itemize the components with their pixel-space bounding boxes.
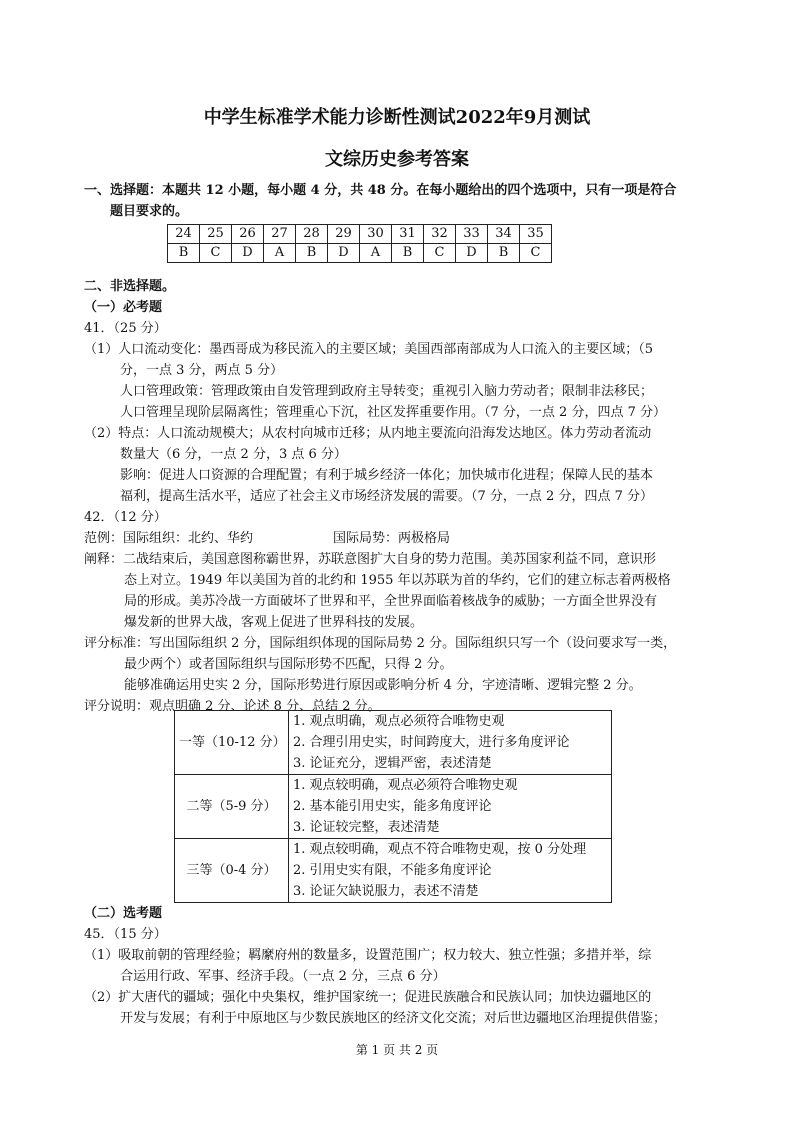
answer-letter: B	[488, 244, 520, 263]
answer-letter: C	[424, 244, 456, 263]
question-number: 32	[424, 225, 456, 244]
rubric-level: 三等（0-4 分）	[175, 839, 289, 903]
question-number: 28	[296, 225, 328, 244]
answer-letter: D	[232, 244, 264, 263]
rubric-row	[175, 775, 612, 839]
section1-heading: 一、选择题：本题共 12 小题，每小题 4 分，共 48 分。在每小题给出的四个选项中，只有一项是符合 题目要求的。	[84, 183, 677, 219]
elective-section: （二）选考题 45．（15 分） （1）吸取前朝的管理经验；羁縻府州的数量多，设置范围广；权力较大、独立性强；多措并举，综 合运用行政、军事、经济手段。（一点 2 分，三点 6 分） （2）扩大唐代的疆域；强化中央集权，维护国家统一；促进民族融合和民族认同；加快边疆地区的 开发与发展；有利于中原地区与少数民族地区的经济文化交流；对后世边疆地区治理提供借鉴；	[84, 903, 724, 1029]
section2-heading: 二、非选择题。	[84, 279, 176, 294]
answer-letter: A	[264, 244, 296, 263]
answer-key-table	[167, 224, 552, 263]
question-number: 30	[360, 225, 392, 244]
rubric-criteria: 1. 观点较明确，观点不符合唯物史观，按 0 分处理 2. 引用史实有限，不能多角度评论 3. 论证欠缺说服力，表述不清楚	[289, 839, 612, 903]
answer-letter: D	[456, 244, 488, 263]
page-title: 中学生标准学术能力诊断性测试2022年9月测试	[203, 107, 591, 128]
rubric-row	[175, 839, 612, 903]
page-number: 第 1 页 共 2 页	[355, 1043, 439, 1057]
q45-heading: 45．（15 分）	[84, 927, 167, 942]
required-questions-heading: （一）必考题	[84, 300, 163, 315]
rubric-row	[175, 711, 612, 775]
section2: 二、非选择题。 （一）必考题 41．（25 分） （1）人口流动变化：墨西哥成为移民流入的主要区域；美国西部南部成为人口流入的主要区域；（5 分，一点 3 分，两点 5 分） 人口管理政策：管理政策由自发管理到政府主导转变；重视引入脑力劳动者；限制非法移民； 人口管理呈现阶层隔离性；管理重心下沉，社区发挥重要作用。（7 分，一点 2 分，四点 7 分） （2）特点：人口流动规模大；从农村向城市迁移；从内地主要流向沿海发达地区。体力劳动者流动 数量大（6 分，一点 2 分，3 点 6 分） 影响：促进人口资源的合理配置；有利于城乡经济一体化；加快城市化进程；保障人民的基本 福利，提高生活水平，适应了社会主义市场经济发展的需要。（7 分，一点 2 分，四点 7 分） 42．（12 分） 范例：国际组织：北约、华约 国际局势：两极格局 阐释：二战结束后，美国意图称霸世界，苏联意图扩大自身的势力范围。美苏国家利益不同，意识形 态上对立。1949 年以美国为首的北约和 1955 年以苏联为首的华约，它们的建立标志着两极格 局的形成。美苏冷战一方面破坏了世界和平，全世界面临着核战争的威胁；一方面全世界没有 爆发新的世界大战，客观上促进了世界科技的发展。 评分标准：写出国际组织 2 分，国际组织体现的国际局势 2 分。国际组织只写一个（设问要求写一类， 最少两个）或者国际组织与国际形势不匹配，只得 2 分。 能够准确运用史实 2 分，国际形势进行原因或影响分析 4 分，字迹清晰、逻辑完整 2 分。 评分说明：观点明确 2 分、论述 8 分、总结 2 分。	[84, 276, 724, 717]
answer-letter: D	[328, 244, 360, 263]
q42-heading: 42．（12 分）	[84, 510, 167, 525]
q41-heading: 41．（25 分）	[84, 321, 167, 336]
answer-letter: C	[200, 244, 232, 263]
question-number: 26	[232, 225, 264, 244]
question-number: 35	[520, 225, 552, 244]
grading-rubric-table	[174, 710, 612, 903]
question-number: 24	[168, 225, 200, 244]
question-number: 31	[392, 225, 424, 244]
question-number: 25	[200, 225, 232, 244]
question-number: 33	[456, 225, 488, 244]
question-number: 34	[488, 225, 520, 244]
answer-letter: B	[168, 244, 200, 263]
answer-letter: B	[296, 244, 328, 263]
rubric-criteria: 1. 观点明确，观点必须符合唯物史观 2. 合理引用史实，时间跨度大，进行多角度评论 3. 论证充分，逻辑严密，表述清楚	[289, 711, 612, 775]
answer-letters-row	[168, 244, 552, 263]
question-number: 27	[264, 225, 296, 244]
page-subtitle: 文综历史参考答案	[325, 149, 469, 170]
question-number: 29	[328, 225, 360, 244]
scoring-note: 评分说明：观点明确 2 分、论述 8 分、总结 2 分。	[84, 699, 381, 714]
rubric-level: 二等（5-9 分）	[175, 775, 289, 839]
answer-letter: B	[392, 244, 424, 263]
rubric-criteria: 1. 观点较明确，观点必须符合唯物史观 2. 基本能引用史实，能多角度评论 3. 论证较完整，表述清楚	[289, 775, 612, 839]
answer-letter: C	[520, 244, 552, 263]
q42-example: 范例：国际组织：北约、华约 国际局势：两极格局	[84, 531, 451, 546]
answer-numbers-row	[168, 225, 552, 244]
answer-letter: A	[360, 244, 392, 263]
rubric-level: 一等（10-12 分）	[175, 711, 289, 775]
elective-questions-heading: （二）选考题	[84, 906, 163, 921]
